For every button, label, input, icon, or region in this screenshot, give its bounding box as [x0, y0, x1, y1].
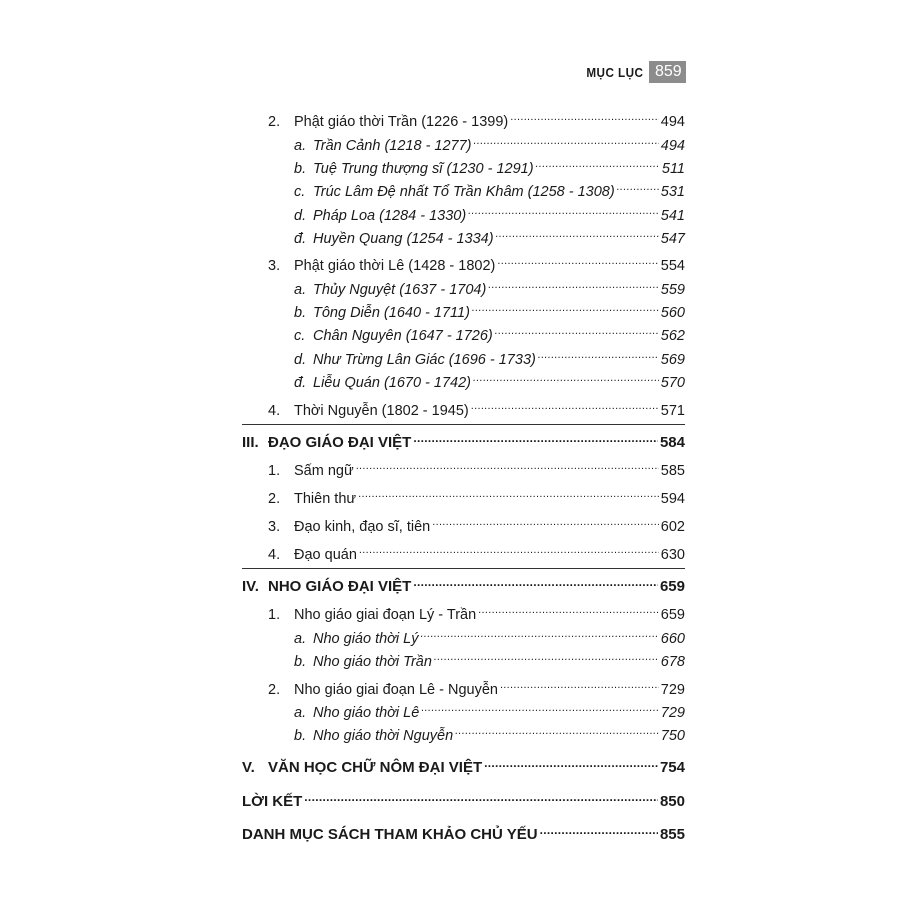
toc-entry-page: 531 — [660, 184, 685, 200]
toc-entry-title: Nho giáo giai đoạn Lê - Nguyễn — [294, 682, 498, 698]
toc-entry-number: b. — [294, 728, 307, 744]
dot-leader — [510, 106, 659, 126]
toc-entry-title: Thời Nguyễn (1802 - 1945) — [294, 403, 469, 419]
toc-entry-title: Thiên thư — [294, 491, 357, 507]
toc-entry-title: DANH MỤC SÁCH THAM KHẢO CHỦ YẾU — [242, 826, 538, 843]
toc-entry-number: c. — [294, 184, 306, 200]
dot-leader — [413, 571, 658, 591]
toc-entry — [242, 786, 685, 810]
toc-entry-title: Như Trừng Lân Giác (1696 - 1733) — [313, 352, 536, 368]
toc-entry — [268, 539, 685, 563]
toc-entry-page: 494 — [660, 138, 685, 154]
toc-entry-title: Sấm ngữ — [294, 463, 354, 479]
header-page-number: 859 — [649, 61, 686, 83]
toc-entry-number: 2. — [268, 491, 281, 507]
toc-entry-page: 494 — [660, 114, 685, 130]
dot-leader — [488, 274, 659, 294]
dot-leader — [455, 720, 659, 740]
toc-entry — [268, 483, 685, 507]
toc-entry-title: Tông Diễn (1640 - 1711) — [313, 305, 470, 321]
toc-entry-number: a. — [294, 705, 307, 721]
dot-leader — [478, 599, 659, 619]
toc-entry-title: Liễu Quán (1670 - 1742) — [313, 375, 471, 391]
toc-entry-title: Nho giáo thời Nguyễn — [313, 728, 454, 744]
toc-entry-title: Trúc Lâm Đệ nhất Tổ Trần Khâm (1258 - 1308) — [313, 184, 615, 200]
toc-entry-number: đ. — [294, 375, 307, 391]
toc-entry-page: 584 — [659, 434, 685, 451]
toc-entry-page: 855 — [659, 826, 685, 843]
toc-entry-number: V. — [242, 759, 255, 776]
toc-entry-number: 1. — [268, 607, 281, 623]
dot-leader — [538, 344, 659, 364]
toc-entry-number: a. — [294, 631, 307, 647]
toc-entry-number: a. — [294, 138, 307, 154]
toc-entry-title: Chân Nguyên (1647 - 1726) — [313, 328, 493, 344]
header-title: MỤC LỤC — [585, 64, 643, 80]
toc-entry — [294, 367, 685, 391]
toc-entry — [268, 455, 685, 479]
dot-leader — [495, 320, 659, 340]
toc-entry-page: 569 — [660, 352, 685, 368]
toc-entry-title: Nho giáo thời Lê — [313, 705, 420, 721]
toc-entry-title: Đạo quán — [294, 547, 357, 563]
toc-entry-title: Đạo kinh, đạo sĩ, tiên — [294, 519, 431, 535]
toc-entry — [294, 646, 685, 670]
toc-entry — [242, 752, 685, 776]
toc-entry-number: a. — [294, 282, 307, 298]
dot-leader — [474, 130, 659, 150]
dot-leader — [473, 367, 659, 387]
toc-entry — [294, 297, 685, 321]
dot-leader — [359, 539, 659, 559]
toc-entry — [242, 819, 685, 843]
toc-entry-page: 660 — [660, 631, 685, 647]
toc-entry-number: d. — [294, 352, 307, 368]
dot-leader — [540, 819, 658, 839]
dot-leader — [536, 153, 660, 173]
toc-entry-page: 678 — [660, 654, 685, 670]
toc-entry — [268, 395, 685, 419]
toc-entry-title: Nho giáo thời Lý — [313, 631, 419, 647]
dot-leader — [413, 427, 658, 447]
toc-entry-number: IV. — [242, 578, 259, 595]
toc-entry-page: 594 — [660, 491, 685, 507]
section-divider — [242, 568, 685, 569]
toc-entry — [294, 274, 685, 298]
dot-leader — [496, 223, 659, 243]
toc-entry-page: 750 — [660, 728, 685, 744]
toc-entry-number: b. — [294, 654, 307, 670]
toc-entry — [294, 200, 685, 224]
toc-entry — [294, 176, 685, 200]
toc-entry-page: 659 — [660, 607, 685, 623]
toc-entry-page: 570 — [660, 375, 685, 391]
toc-entry-title: Tuệ Trung thượng sĩ (1230 - 1291) — [313, 161, 534, 177]
section-divider — [242, 424, 685, 425]
dot-leader — [432, 511, 659, 531]
toc-entry-number: b. — [294, 305, 307, 321]
dot-leader — [500, 674, 659, 694]
toc-entry — [268, 511, 685, 535]
toc-entry-page: 571 — [660, 403, 685, 419]
toc-entry-number: b. — [294, 161, 307, 177]
toc-entry-page: 560 — [660, 305, 685, 321]
toc-entry-title: Thủy Nguyệt (1637 - 1704) — [313, 282, 487, 298]
toc-entry-number: 1. — [268, 463, 281, 479]
toc-entry-title: VĂN HỌC CHỮ NÔM ĐẠI VIỆT — [268, 759, 483, 776]
toc-entry-page: 559 — [660, 282, 685, 298]
dot-leader — [358, 483, 659, 503]
toc-entry — [294, 130, 685, 154]
toc-entry — [268, 674, 685, 698]
toc-entry-title: ĐẠO GIÁO ĐẠI VIỆT — [268, 434, 412, 451]
toc-entry-page: 585 — [660, 463, 685, 479]
toc-entry-number: 2. — [268, 114, 281, 130]
toc-entry — [268, 599, 685, 623]
toc-entry-page: 562 — [660, 328, 685, 344]
dot-leader — [304, 786, 658, 806]
toc-entry-number: đ. — [294, 231, 307, 247]
toc-entry-page: 754 — [659, 759, 685, 776]
toc-entry — [294, 223, 685, 247]
dot-leader — [356, 455, 659, 475]
dot-leader — [421, 697, 658, 717]
toc-entry-title: Nho giáo thời Trần — [313, 654, 432, 670]
toc-entry-page: 729 — [660, 705, 685, 721]
toc-entry-title: LỜI KẾT — [242, 793, 303, 810]
toc-entry-number: 2. — [268, 682, 281, 698]
toc-entry — [242, 427, 685, 451]
toc-entry-page: 729 — [660, 682, 685, 698]
toc-entry — [294, 320, 685, 344]
toc-entry — [294, 344, 685, 368]
toc-entry-number: 4. — [268, 547, 281, 563]
toc-entry-title: Huyền Quang (1254 - 1334) — [313, 231, 494, 247]
dot-leader — [484, 752, 658, 772]
dot-leader — [434, 646, 659, 666]
dot-leader — [468, 200, 659, 220]
toc-entry-title: Pháp Loa (1284 - 1330) — [313, 208, 467, 224]
toc-entry — [294, 720, 685, 744]
toc-entry-number: 4. — [268, 403, 281, 419]
toc-entry-number: 3. — [268, 258, 281, 274]
toc-entry-number: 3. — [268, 519, 281, 535]
toc-entry-page: 511 — [661, 161, 685, 177]
toc-entry-page: 541 — [660, 208, 685, 224]
toc-entry — [294, 623, 685, 647]
dot-leader — [497, 250, 658, 270]
toc-entry-title: Nho giáo giai đoạn Lý - Trần — [294, 607, 477, 623]
toc-entry-title: Phật giáo thời Lê (1428 - 1802) — [294, 258, 496, 274]
toc-entry-number: c. — [294, 328, 306, 344]
toc-entry — [294, 697, 685, 721]
toc-entry-page: 630 — [660, 547, 685, 563]
toc-entry — [268, 106, 685, 130]
toc-entry-number: III. — [242, 434, 259, 451]
toc-entry-number: d. — [294, 208, 307, 224]
dot-leader — [471, 395, 659, 415]
toc-entry — [294, 153, 685, 177]
toc-entry — [242, 571, 685, 595]
toc-entry-page: 850 — [659, 793, 685, 810]
toc-entry-page: 602 — [660, 519, 685, 535]
toc-entry — [268, 250, 685, 274]
toc-entry-page: 547 — [660, 231, 685, 247]
dot-leader — [617, 176, 659, 196]
toc-entry-page: 659 — [659, 578, 685, 595]
toc-entry-page: 554 — [660, 258, 685, 274]
toc-entry-title: Phật giáo thời Trần (1226 - 1399) — [294, 114, 509, 130]
toc-entry-title: Trần Cảnh (1218 - 1277) — [313, 138, 472, 154]
dot-leader — [421, 623, 659, 643]
toc-entry-title: NHO GIÁO ĐẠI VIỆT — [268, 578, 412, 595]
dot-leader — [472, 297, 659, 317]
